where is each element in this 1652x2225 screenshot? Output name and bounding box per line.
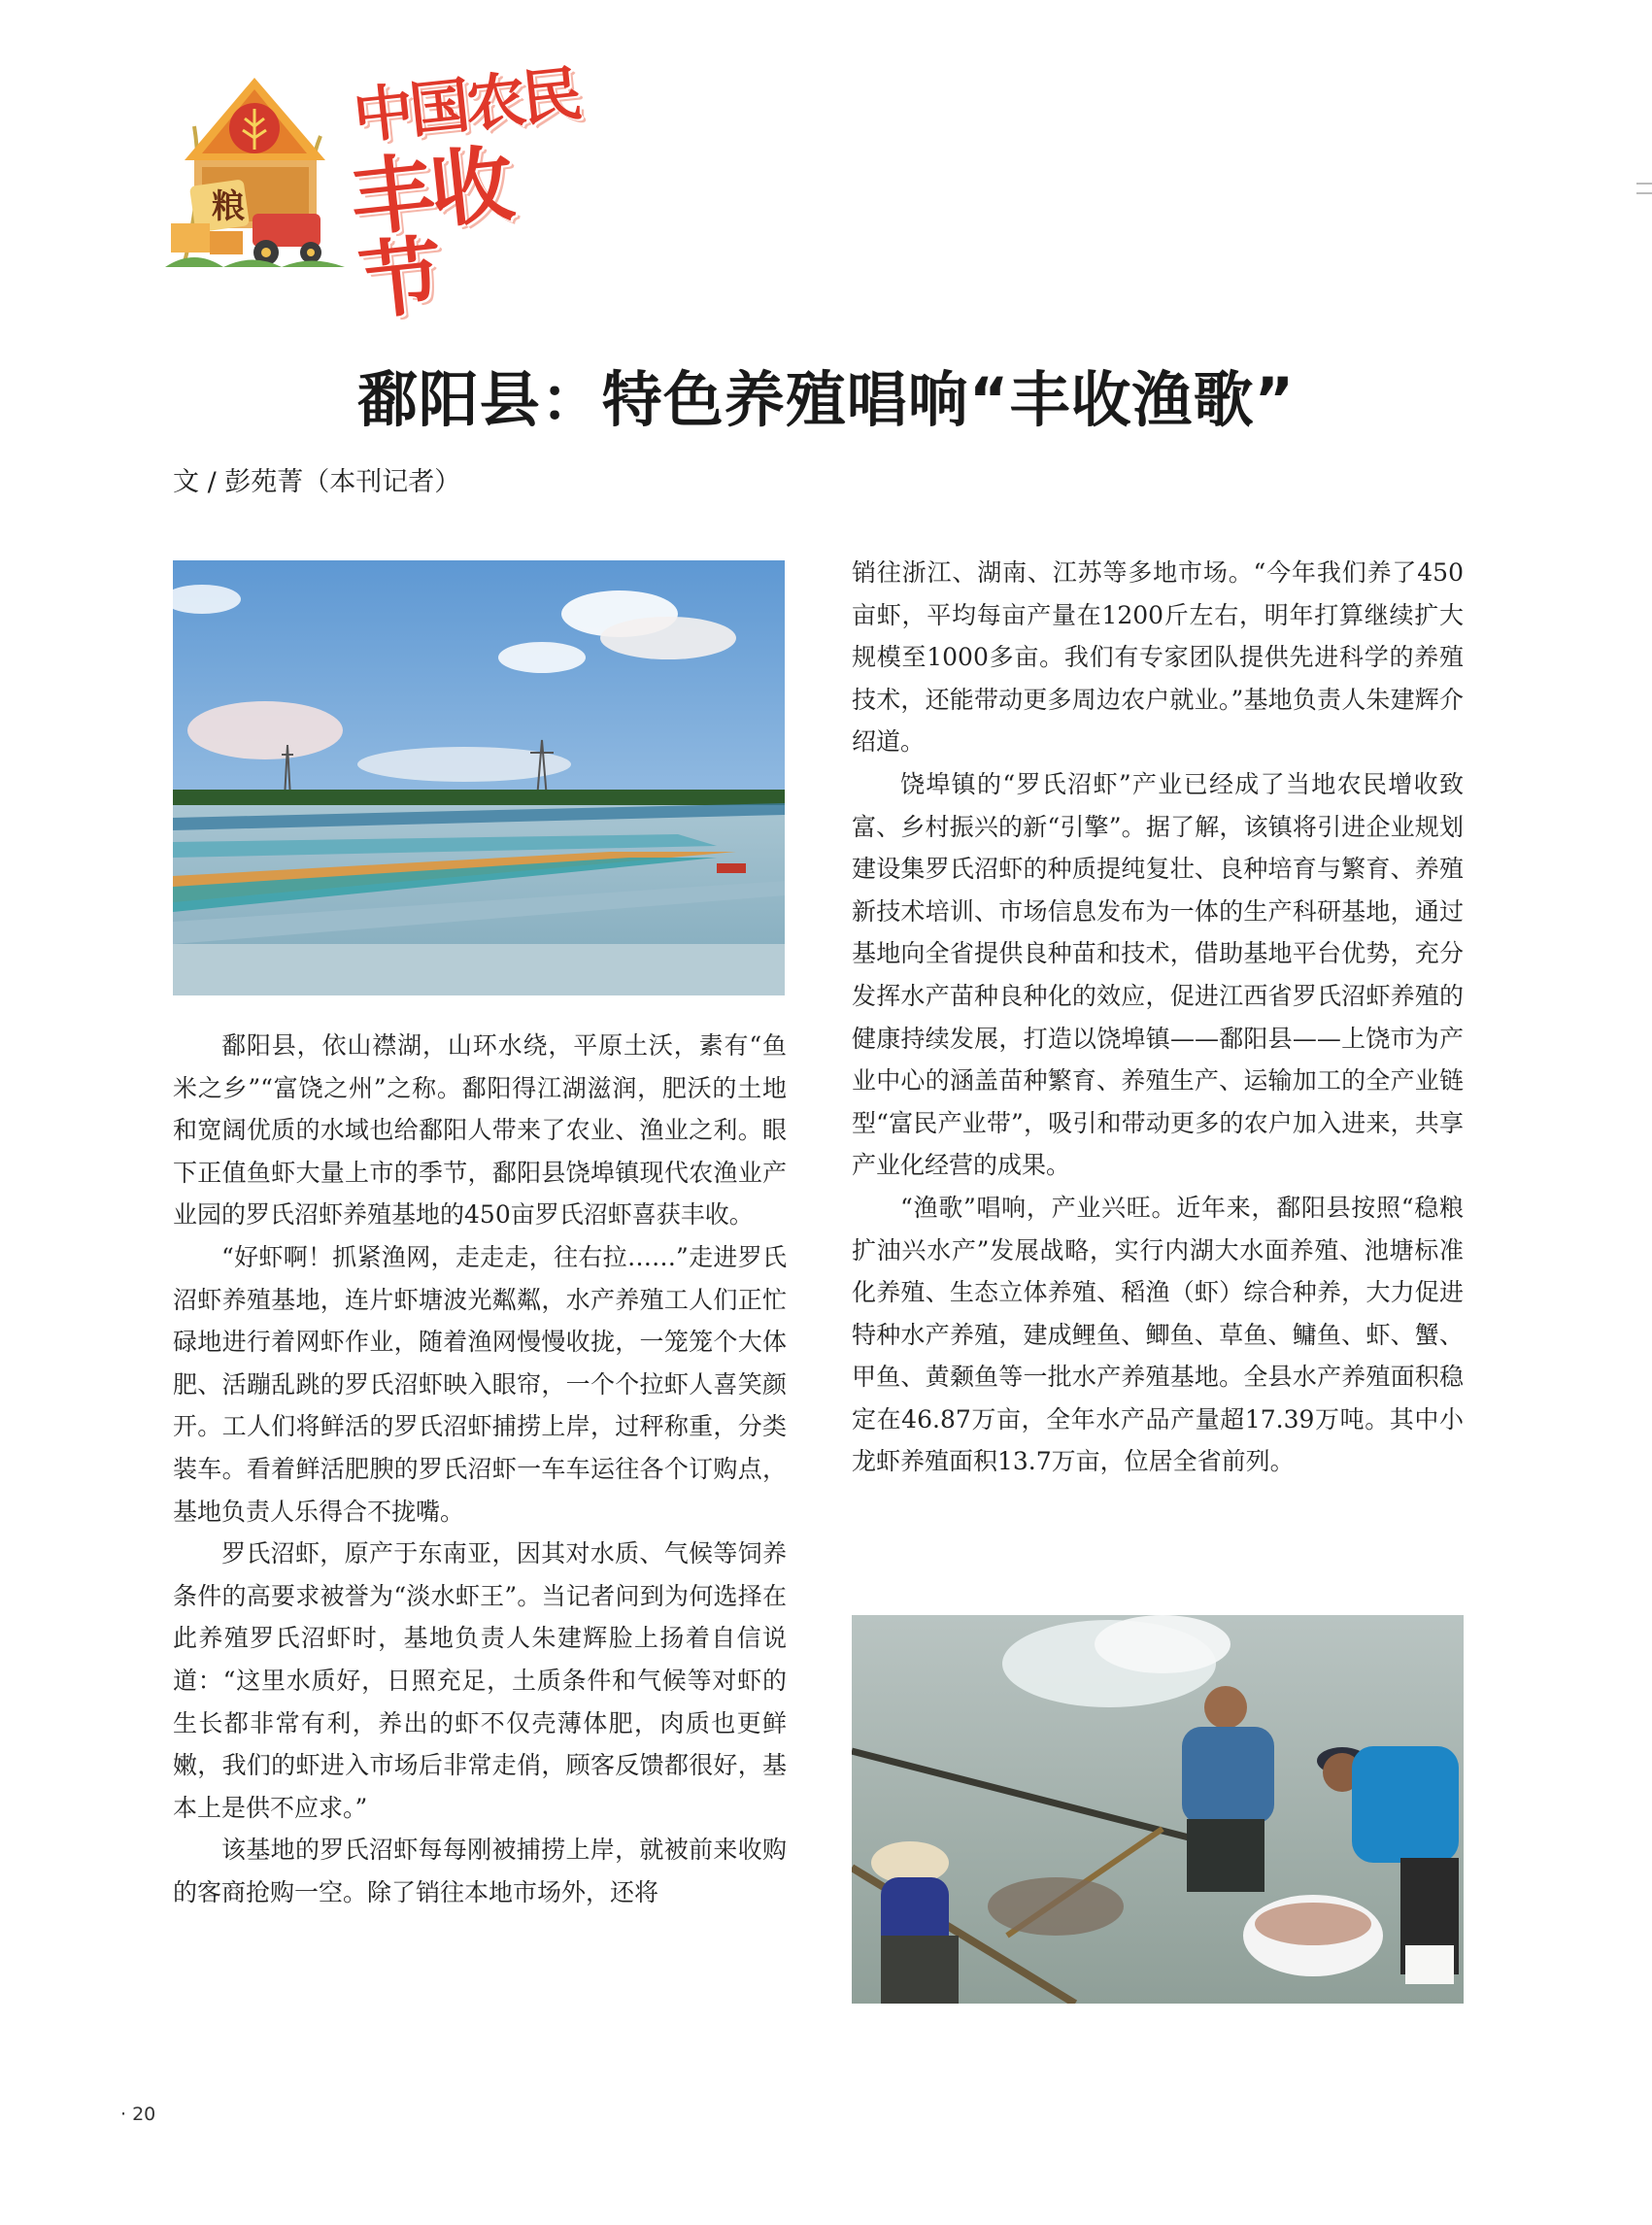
paragraph: 该基地的罗氏沼虾每每刚被捕捞上岸，就被前来收购的客商抢购一空。除了销往本地市场外，还将 xyxy=(173,1836,787,1906)
shrimp-harvest-photo xyxy=(852,1615,1464,2004)
harvest-festival-emblem-icon xyxy=(165,68,345,272)
article-byline: 文 / 彭苑菁（本刊记者） xyxy=(173,467,461,497)
paragraph: 销往浙江、湖南、江苏等多地市场。“今年我们养了450亩虾，平均每亩产量在1200斤左右，明年打算继续扩大规模至1000多亩。我们有专家团队提供先进科学的养殖技术，还能带动更多周边农户就业。”基地负责人朱建辉介绍道。 xyxy=(852,558,1464,757)
article-title: 鄱阳县：特色养殖唱响“丰收渔歌” xyxy=(356,364,1296,435)
badge-text: 粮 xyxy=(212,187,245,226)
page-number: · 20 xyxy=(120,2104,156,2125)
festival-logo xyxy=(165,57,583,333)
festival-title-line1: 中国农民 xyxy=(350,57,582,152)
paragraph: 罗氏沼虾，原产于东南亚，因其对水质、气候等饲养条件的高要求被誉为“淡水虾王”。当记者问到为何选择在此养殖罗氏沼虾时，基地负责人朱建辉脸上扬着自信说道：“这里水质好，日照充足，土质条件和气候等对虾的生长都非常有利，养出的虾不仅壳薄体肥，肉质也更鲜嫩，我们的虾进入市场后非常走俏，顾客反馈都很好，基本上是供不应求。” xyxy=(173,1539,787,1822)
paragraph: “渔歌”唱响，产业兴旺。近年来，鄱阳县按照“稳粮扩油兴水产”发展战略，实行内湖大水面养殖、池塘标准化养殖、生态立体养殖、稻渔（虾）综合种养，大力促进特种水产养殖，建成鲤鱼、鲫鱼、草鱼、鳙鱼、虾、蟹、甲鱼、黄颡鱼等一批水产养殖基地。全县水产养殖面积稳定在46.87万亩，全年水产品产量超17.39万吨。其中小龙虾养殖面积13.7万亩，位居全省前列。 xyxy=(852,1193,1464,1476)
article-column-left xyxy=(173,1025,787,1913)
festival-title-line2: 丰收节 xyxy=(346,135,515,333)
festival-title xyxy=(345,57,582,333)
paragraph: 饶埠镇的“罗氏沼虾”产业已经成了当地农民增收致富、乡村振兴的新“引擎”。据了解，该镇将引进企业规划建设集罗氏沼虾的种质提纯复壮、良种培育与繁育、养殖新技术培训、市场信息发布为一体的生产科研基地，通过基地向全省提供良种苗和技术，借助基地平台优势，充分发挥水产苗种良种化的效应，促进江西省罗氏沼虾养殖的健康持续发展，打造以饶埠镇——鄱阳县——上饶市为产业中心的涵盖苗种繁育、养殖生产、运输加工的全产业链型“富民产业带”，吸引和带动更多的农户加入进来，共享产业化经营的成果。 xyxy=(852,769,1464,1180)
paragraph: 鄱阳县，依山襟湖，山环水绕，平原土沃，素有“鱼米之乡”“富饶之州”之称。鄱阳得江湖滋润，肥沃的土地和宽阔优质的水域也给鄱阳人带来了农业、渔业之利。眼下正值鱼虾大量上市的季节，鄱阳县饶埠镇现代农渔业产业园的罗氏沼虾养殖基地的450亩罗氏沼虾喜获丰收。 xyxy=(173,1031,787,1230)
paragraph: “好虾啊！抓紧渔网，走走走，往右拉……”走进罗氏沼虾养殖基地，连片虾塘波光粼粼，水产养殖工人们正忙碌地进行着网虾作业，随着渔网慢慢收拢，一笼笼个大体肥、活蹦乱跳的罗氏沼虾映入眼帘，一个个拉虾人喜笑颜开。工人们将鲜活的罗氏沼虾捕捞上岸，过秤称重，分类装车。看着鲜活肥腴的罗氏沼虾一车车运往各个订购点，基地负责人乐得合不拢嘴。 xyxy=(173,1242,787,1526)
edge-marker xyxy=(1636,183,1652,194)
shrimp-pond-photo xyxy=(173,560,785,995)
article-column-right xyxy=(852,552,1464,1483)
